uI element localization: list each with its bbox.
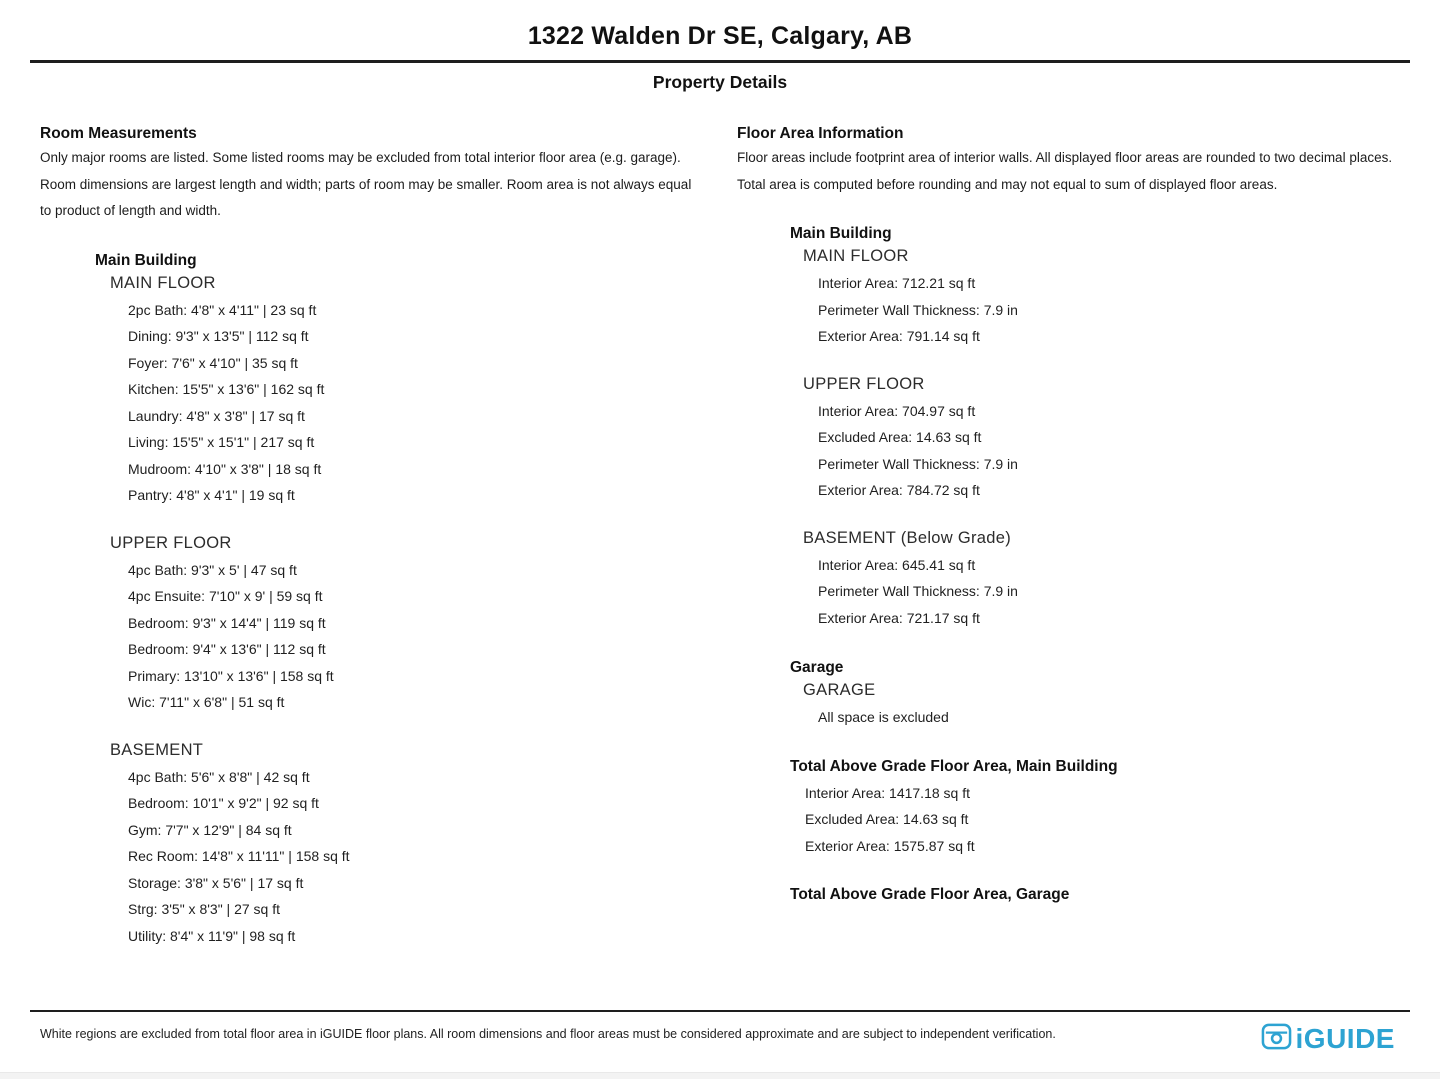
floor-group [803,681,1400,731]
total-area-heading: Total Above Grade Floor Area, Main Building [790,757,1118,775]
building-heading: Main Building [790,225,892,242]
floor-area-item: Perimeter Wall Thickness: 7.9 in [818,301,1018,318]
iguide-logo [1261,1021,1395,1056]
room-measurements-description: Only major rooms are listed. Some listed rooms may be excluded from total interior floor area (e.g. garage). Room dimensions are largest length and width; parts of room may be smaller. Room area is not always equal to product of length and width. [40,150,692,218]
room-measurements-section [40,125,695,974]
floor-area-description: Floor areas include footprint area of interior walls. All displayed floor areas are rounded to two decimal places. Total area is computed before rounding and may not equal to sum of displayed floor areas. [737,150,1393,192]
room-measurement: Utility: 8'4" x 11'9" | 98 sq ft [128,927,296,944]
room-measurement: Living: 15'5" x 15'1" | 217 sq ft [128,434,315,450]
room-measurement: 4pc Ensuite: 7'10" x 9' | 59 sq ft [128,588,323,604]
page-footer [0,1010,1440,1056]
floor-area-item: Interior Area: 712.21 sq ft [818,275,976,291]
building-heading: Garage [790,659,844,676]
room-measurements-heading: Room Measurements [40,125,197,142]
floor-area-item: Excluded Area: 14.63 sq ft [818,429,982,445]
room-measurement: Foyer: 7'6" x 4'10" | 35 sq ft [128,354,298,371]
room-measurement: Bedroom: 9'4" x 13'6" | 112 sq ft [128,641,326,657]
floor-area-item: Interior Area: 645.41 sq ft [818,556,976,573]
iguide-camera-icon [1261,1021,1292,1056]
floor-area-item: Interior Area: 704.97 sq ft [818,402,976,419]
floor-heading: UPPER FLOOR [803,374,925,393]
total-area-heading: Total Above Grade Floor Area, Garage [790,886,1070,903]
footer-disclaimer: White regions are excluded from total floor area in iGUIDE floor plans. All room dimensions and floor areas must be considered approximate and are subject to independent verification. [40,1027,1056,1041]
building-heading: Main Building [95,251,197,269]
floor-area-item: Perimeter Wall Thickness: 7.9 in [818,455,1018,472]
floor-group [110,274,695,509]
page-bottom-edge [0,1072,1440,1079]
room-measurement: 4pc Bath: 5'6" x 8'8" | 42 sq ft [128,768,310,785]
floor-area-heading: Floor Area Information [737,125,904,142]
room-measurement: Wic: 7'11" x 6'8" | 51 sq ft [128,694,285,710]
floor-group [803,529,1400,632]
room-measurement: 2pc Bath: 4'8" x 4'11" | 23 sq ft [128,301,317,318]
floor-heading: MAIN FLOOR [110,273,216,292]
floor-area-list [737,225,1400,904]
room-measurement: Storage: 3'8" x 5'6" | 17 sq ft [128,874,304,891]
floor-heading: MAIN FLOOR [803,247,909,265]
floor-group [110,741,695,950]
content-columns [0,125,1440,974]
floor-group [803,247,1400,350]
room-measurement: Primary: 13'10" x 13'6" | 158 sq ft [128,667,334,684]
floor-area-item: Exterior Area: 721.17 sq ft [818,609,980,626]
floor-heading: GARAGE [803,681,876,699]
floor-heading: BASEMENT (Below Grade) [803,528,1012,547]
floor-area-item: Exterior Area: 791.14 sq ft [818,328,980,344]
page-subtitle: Property Details [652,72,788,92]
room-measurement: Rec Room: 14'8" x 11'11" | 158 sq ft [128,848,350,864]
footer-divider [30,1010,1410,1012]
total-area-item: Interior Area: 1417.18 sq ft [805,784,970,801]
page-header [0,0,1440,93]
floor-area-item: Perimeter Wall Thickness: 7.9 in [818,583,1018,599]
floor-group [803,375,1400,504]
room-measurement: Pantry: 4'8" x 4'1" | 19 sq ft [128,487,295,503]
floor-area-section [737,125,1400,974]
room-measurements-list [40,252,695,950]
room-measurement: Strg: 3'5" x 8'3" | 27 sq ft [128,901,280,917]
total-area-item: Exterior Area: 1575.87 sq ft [805,837,975,854]
room-measurement: Bedroom: 10'1" x 9'2" | 92 sq ft [128,795,319,811]
floor-area-item: Exterior Area: 784.72 sq ft [818,482,980,498]
footer-row [0,1021,1440,1056]
page-title: 1322 Walden Dr SE, Calgary, AB [527,22,913,50]
iguide-logo-text: iGUIDE [1295,1022,1395,1054]
room-measurement: Dining: 9'3" x 13'5" | 112 sq ft [128,328,309,344]
floor-group [110,534,695,716]
room-measurement: Laundry: 4'8" x 3'8" | 17 sq ft [128,407,305,424]
floor-heading: UPPER FLOOR [110,533,232,552]
room-measurement: Mudroom: 4'10" x 3'8" | 18 sq ft [128,460,322,477]
floor-area-item: All space is excluded [818,709,949,725]
total-area-item: Excluded Area: 14.63 sq ft [805,811,969,827]
room-measurement: Kitchen: 15'5" x 13'6" | 162 sq ft [128,381,325,397]
room-measurement: Gym: 7'7" x 12'9" | 84 sq ft [128,821,292,838]
title-divider [30,60,1410,63]
floor-heading: BASEMENT [110,740,204,759]
room-measurement: Bedroom: 9'3" x 14'4" | 119 sq ft [128,614,326,631]
room-measurement: 4pc Bath: 9'3" x 5' | 47 sq ft [128,561,297,578]
